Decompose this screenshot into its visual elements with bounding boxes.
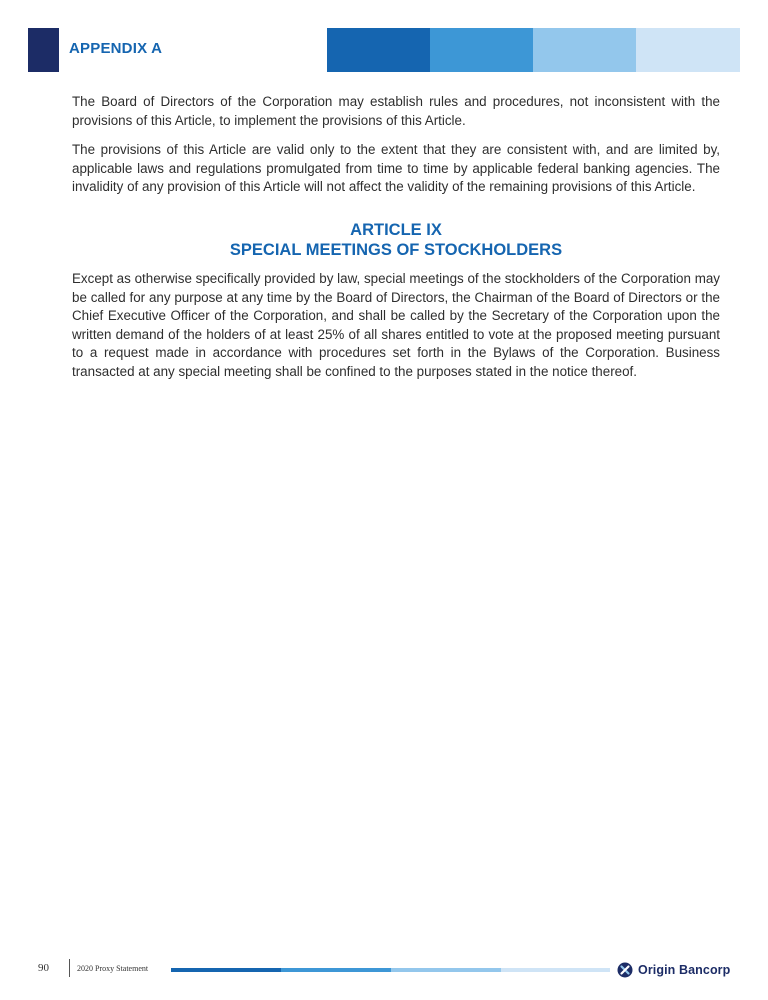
header-color-block-4 [636, 28, 740, 72]
article-number: ARTICLE IX [350, 220, 442, 239]
footer-color-bar-3 [391, 968, 501, 972]
header-color-block-2 [430, 28, 533, 72]
paragraph: The provisions of this Article are valid only to the extent that they are consistent with, and are limited by, applicable laws and regulations promulgated from time to time by applicable federal banking agencies. The invalidity of any provision of this Article will not affect the validity of the remaining provisions of this Article. [72, 142, 720, 195]
origin-x-icon [617, 962, 633, 978]
paragraph: The Board of Directors of the Corporation may establish rules and procedures, not inconsistent with the provisions of this Article, to implement the provisions of this Article. [72, 94, 720, 128]
article-heading [72, 220, 720, 260]
footer-color-bar-2 [281, 968, 391, 972]
origin-bancorp-logo [617, 961, 730, 979]
header-color-block-1 [327, 28, 430, 72]
paragraph: Except as otherwise specifically provided by law, special meetings of the stockholders of the Corporation may be called for any purpose at any time by the Board of Directors, the Chairman of the Board of Directors or the Chief Executive Officer of the Corporation, and shall be called by the Secretary of the Corporation upon the written demand of the holders of at least 25% of all shares entitled to vote at the proposed meeting pursuant to a request made in accordance with procedures set forth in the Bylaws of the Corporation. Business transacted at any special meeting shall be confined to the purposes stated in the notice thereof. [72, 270, 720, 379]
header-navy-block [28, 28, 59, 72]
footer-color-bar-4 [501, 968, 610, 972]
page-number: 90 [38, 962, 49, 974]
header-color-block-3 [533, 28, 636, 72]
page-footer [0, 955, 768, 985]
footer-color-bar-1 [171, 968, 281, 972]
article-title: SPECIAL MEETINGS OF STOCKHOLDERS [229, 240, 563, 259]
document-body [72, 93, 720, 393]
footer-divider [69, 959, 70, 977]
appendix-title: APPENDIX A [69, 40, 163, 57]
footer-label: 2020 Proxy Statement [77, 964, 149, 973]
page-header [0, 0, 768, 80]
logo-text: Origin Bancorp [638, 963, 731, 977]
